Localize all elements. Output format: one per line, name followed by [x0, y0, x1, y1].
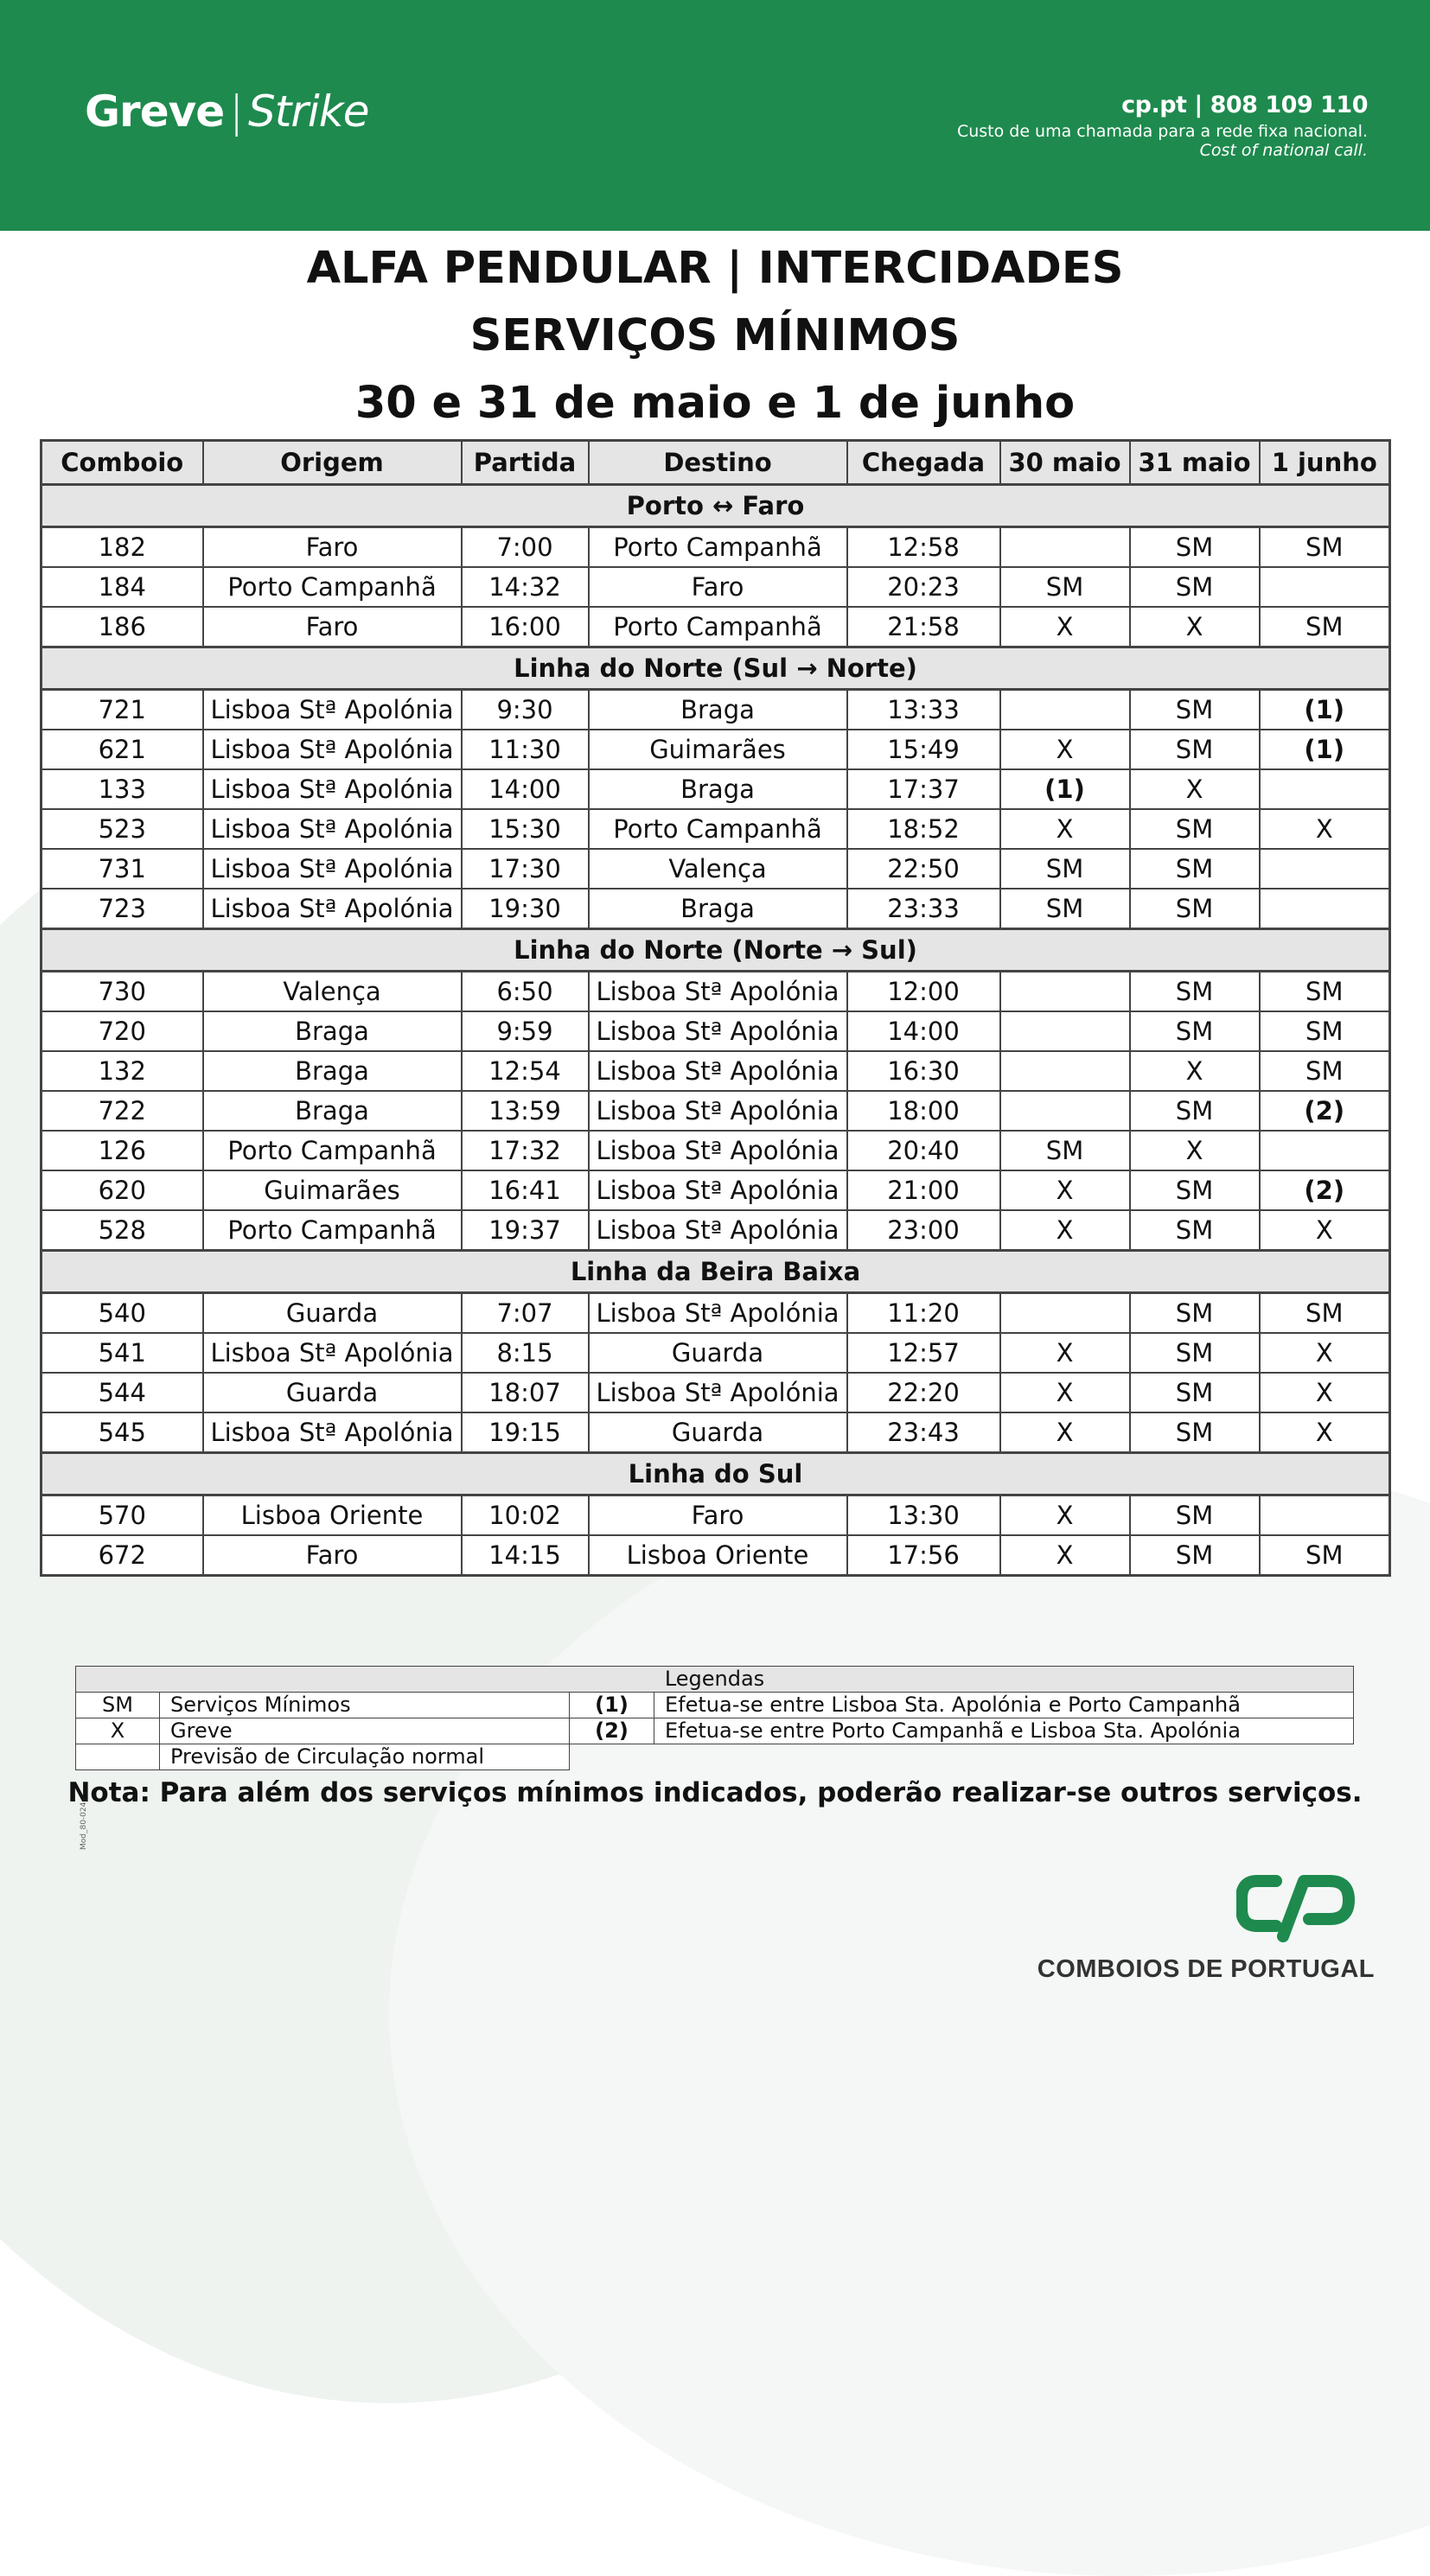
brand-en: Strike: [247, 86, 369, 137]
nota-text: Nota: Para além dos serviços mínimos indicados, poderão realizar-se outros serviços.: [67, 1777, 1363, 1808]
legend-code: X: [76, 1718, 160, 1744]
table-cell: SM: [1260, 607, 1390, 647]
table-cell: Lisboa Stª Apolónia: [203, 1412, 462, 1453]
table-row: [41, 690, 1390, 730]
table-cell: 18:07: [462, 1373, 589, 1412]
table-cell: 22:50: [847, 849, 1000, 889]
table-cell: SM: [1260, 1011, 1390, 1051]
table-cell: SM: [1260, 527, 1390, 568]
table-cell: X: [1000, 607, 1130, 647]
table-cell: Lisboa Stª Apolónia: [589, 1170, 847, 1210]
table-cell: Faro: [203, 1535, 462, 1576]
cp-logo: [1037, 1874, 1375, 1995]
table-row: [41, 527, 1390, 568]
table-cell: X: [1260, 1333, 1390, 1373]
legend-table: [75, 1666, 1354, 1770]
legend-code: SM: [76, 1693, 160, 1718]
table-row: [41, 1011, 1390, 1051]
table-cell: 12:57: [847, 1333, 1000, 1373]
table-cell: Guarda: [203, 1373, 462, 1412]
table-cell: 19:30: [462, 889, 589, 929]
table-cell: X: [1130, 607, 1260, 647]
table-cell: SM: [1000, 889, 1130, 929]
table-cell: 15:30: [462, 809, 589, 849]
legend-title: Legendas: [76, 1667, 1354, 1693]
table-cell: 544: [41, 1373, 203, 1412]
table-cell: SM: [1130, 849, 1260, 889]
table-cell: 14:00: [462, 769, 589, 809]
table-cell: SM: [1130, 1011, 1260, 1051]
table-cell: SM: [1260, 972, 1390, 1012]
contact-phone: cp.pt | 808 109 110: [1121, 92, 1368, 118]
table-cell: SM: [1130, 567, 1260, 607]
table-row: [41, 1373, 1390, 1412]
table-cell: X: [1000, 1373, 1130, 1412]
table-row: [41, 769, 1390, 809]
table-row: [41, 607, 1390, 647]
table-cell: SM: [1130, 527, 1260, 568]
table-cell: 15:49: [847, 730, 1000, 769]
table-cell: 12:00: [847, 972, 1000, 1012]
table-cell: SM: [1000, 849, 1130, 889]
table-cell: Braga: [589, 690, 847, 730]
table-cell: Faro: [589, 567, 847, 607]
table-row: [41, 730, 1390, 769]
table-cell: Lisboa Stª Apolónia: [589, 1131, 847, 1170]
table-cell: SM: [1130, 1373, 1260, 1412]
table-cell: 12:54: [462, 1051, 589, 1091]
table-cell: [1000, 690, 1130, 730]
contact-note-pt: Custo de uma chamada para a rede fixa nacional.: [956, 122, 1368, 141]
table-cell: (2): [1260, 1091, 1390, 1131]
table-cell: 541: [41, 1333, 203, 1373]
table-cell: (1): [1260, 730, 1390, 769]
column-header: Origem: [203, 441, 462, 485]
table-cell: 528: [41, 1210, 203, 1251]
table-cell: SM: [1130, 1210, 1260, 1251]
table-cell: 730: [41, 972, 203, 1012]
table-cell: Braga: [203, 1091, 462, 1131]
table-cell: 17:30: [462, 849, 589, 889]
table-cell: 14:00: [847, 1011, 1000, 1051]
table-row: [41, 1535, 1390, 1576]
table-cell: SM: [1130, 1091, 1260, 1131]
table-cell: 621: [41, 730, 203, 769]
table-cell: X: [1260, 809, 1390, 849]
legend-text: Greve: [160, 1718, 570, 1744]
table-cell: Braga: [589, 889, 847, 929]
table-cell: SM: [1130, 1333, 1260, 1373]
table-cell: 13:30: [847, 1495, 1000, 1536]
column-header: 30 maio: [1000, 441, 1130, 485]
table-cell: Lisboa Stª Apolónia: [203, 1333, 462, 1373]
table-cell: 14:15: [462, 1535, 589, 1576]
column-header: Comboio: [41, 441, 203, 485]
table-cell: X: [1000, 809, 1130, 849]
table-cell: X: [1260, 1412, 1390, 1453]
title-line-3: 30 e 31 de maio e 1 de junho: [354, 378, 1076, 429]
form-code: Mod_80-024: [80, 1801, 88, 1850]
table-cell: X: [1000, 1412, 1130, 1453]
table-cell: Lisboa Stª Apolónia: [203, 769, 462, 809]
table-cell: Lisboa Stª Apolónia: [589, 972, 847, 1012]
section-title: Linha do Norte (Sul → Norte): [41, 647, 1390, 690]
table-cell: SM: [1130, 1535, 1260, 1576]
table-cell: 720: [41, 1011, 203, 1051]
table-cell: 6:50: [462, 972, 589, 1012]
table-cell: 11:20: [847, 1293, 1000, 1334]
table-cell: [1260, 1495, 1390, 1536]
table-cell: SM: [1260, 1293, 1390, 1334]
table-cell: SM: [1130, 690, 1260, 730]
cp-logo-icon: [1236, 1874, 1357, 1943]
table-cell: [1000, 972, 1130, 1012]
section-header-row: [41, 647, 1390, 690]
schedule-table: [40, 439, 1391, 1577]
table-cell: X: [1130, 1051, 1260, 1091]
table-cell: Lisboa Oriente: [203, 1495, 462, 1536]
table-cell: Guimarães: [203, 1170, 462, 1210]
table-cell: X: [1000, 1495, 1130, 1536]
table-cell: Braga: [203, 1051, 462, 1091]
table-cell: Guarda: [589, 1412, 847, 1453]
table-cell: X: [1130, 769, 1260, 809]
table-cell: Lisboa Stª Apolónia: [589, 1293, 847, 1334]
table-cell: 8:15: [462, 1333, 589, 1373]
table-cell: SM: [1000, 1131, 1130, 1170]
table-cell: (2): [1260, 1170, 1390, 1210]
table-cell: (1): [1000, 769, 1130, 809]
table-cell: 18:00: [847, 1091, 1000, 1131]
column-header: 31 maio: [1130, 441, 1260, 485]
table-cell: Braga: [203, 1011, 462, 1051]
table-row: [41, 567, 1390, 607]
table-cell: SM: [1260, 1535, 1390, 1576]
table-cell: SM: [1130, 1170, 1260, 1210]
table-cell: X: [1000, 1210, 1130, 1251]
column-header: Chegada: [847, 441, 1000, 485]
table-row: [41, 972, 1390, 1012]
table-cell: 126: [41, 1131, 203, 1170]
table-cell: Lisboa Stª Apolónia: [203, 809, 462, 849]
table-cell: [1260, 849, 1390, 889]
table-cell: Lisboa Stª Apolónia: [589, 1373, 847, 1412]
table-cell: 545: [41, 1412, 203, 1453]
table-cell: 12:58: [847, 527, 1000, 568]
header-banner: [0, 0, 1430, 231]
table-cell: 570: [41, 1495, 203, 1536]
table-cell: Valença: [203, 972, 462, 1012]
table-cell: Faro: [203, 607, 462, 647]
table-cell: 21:00: [847, 1170, 1000, 1210]
table-cell: X: [1130, 1131, 1260, 1170]
table-row: [41, 1051, 1390, 1091]
table-cell: [1260, 769, 1390, 809]
table-cell: SM: [1130, 889, 1260, 929]
column-header: Destino: [589, 441, 847, 485]
table-cell: 17:37: [847, 769, 1000, 809]
table-row: [41, 1495, 1390, 1536]
section-title: Linha da Beira Baixa: [41, 1251, 1390, 1293]
table-cell: 19:15: [462, 1412, 589, 1453]
contact-info: [957, 92, 1368, 160]
table-cell: Guarda: [203, 1293, 462, 1334]
legend-code: [76, 1744, 160, 1770]
table-cell: Lisboa Stª Apolónia: [589, 1051, 847, 1091]
table-cell: Braga: [589, 769, 847, 809]
table-cell: [1000, 1293, 1130, 1334]
table-cell: 186: [41, 607, 203, 647]
page-title: [0, 235, 1430, 437]
table-cell: Guimarães: [589, 730, 847, 769]
table-cell: 16:30: [847, 1051, 1000, 1091]
table-cell: Faro: [203, 527, 462, 568]
table-cell: Lisboa Stª Apolónia: [203, 730, 462, 769]
table-cell: 722: [41, 1091, 203, 1131]
table-cell: 17:56: [847, 1535, 1000, 1576]
table-cell: 16:00: [462, 607, 589, 647]
table-cell: [1260, 1131, 1390, 1170]
table-cell: 11:30: [462, 730, 589, 769]
table-cell: 23:00: [847, 1210, 1000, 1251]
column-header: 1 junho: [1260, 441, 1390, 485]
table-cell: [1000, 527, 1130, 568]
table-cell: Faro: [589, 1495, 847, 1536]
column-header: Partida: [462, 441, 589, 485]
table-cell: X: [1260, 1373, 1390, 1412]
table-cell: 16:41: [462, 1170, 589, 1210]
table-cell: Lisboa Stª Apolónia: [203, 849, 462, 889]
title-line-1: ALFA PENDULAR | INTERCIDADES: [306, 243, 1124, 294]
table-cell: 723: [41, 889, 203, 929]
title-line-2: SERVIÇOS MÍNIMOS: [469, 310, 961, 361]
table-cell: 13:59: [462, 1091, 589, 1131]
table-cell: Lisboa Stª Apolónia: [589, 1210, 847, 1251]
table-cell: SM: [1130, 809, 1260, 849]
table-cell: SM: [1130, 730, 1260, 769]
table-row: [41, 1131, 1390, 1170]
table-cell: 133: [41, 769, 203, 809]
table-cell: X: [1000, 1170, 1130, 1210]
table-cell: 620: [41, 1170, 203, 1210]
table-cell: 9:30: [462, 690, 589, 730]
table-cell: Porto Campanhã: [203, 1131, 462, 1170]
table-cell: SM: [1000, 567, 1130, 607]
table-cell: 132: [41, 1051, 203, 1091]
table-cell: 182: [41, 527, 203, 568]
table-cell: Lisboa Oriente: [589, 1535, 847, 1576]
table-row: [41, 1170, 1390, 1210]
table-row: [41, 1210, 1390, 1251]
table-cell: SM: [1130, 972, 1260, 1012]
legend-text: Previsão de Circulação normal: [160, 1744, 570, 1770]
table-cell: 22:20: [847, 1373, 1000, 1412]
table-row: [41, 1091, 1390, 1131]
table-cell: 20:23: [847, 567, 1000, 607]
table-header-row: [41, 441, 1390, 485]
table-cell: X: [1000, 1535, 1130, 1576]
table-row: [41, 809, 1390, 849]
table-cell: Valença: [589, 849, 847, 889]
legend-note-text: Efetua-se entre Lisboa Sta. Apolónia e Porto Campanhã: [654, 1693, 1354, 1718]
table-cell: [1000, 1051, 1130, 1091]
logo-text: COMBOIOS DE PORTUGAL: [1037, 1955, 1375, 1983]
table-cell: 721: [41, 690, 203, 730]
brand-title: [85, 86, 369, 137]
table-cell: Lisboa Stª Apolónia: [203, 690, 462, 730]
table-cell: [1260, 889, 1390, 929]
table-cell: 184: [41, 567, 203, 607]
section-header-row: [41, 1251, 1390, 1293]
table-cell: Porto Campanhã: [589, 607, 847, 647]
table-cell: SM: [1260, 1051, 1390, 1091]
table-cell: (1): [1260, 690, 1390, 730]
table-cell: 20:40: [847, 1131, 1000, 1170]
table-cell: 731: [41, 849, 203, 889]
table-cell: 14:32: [462, 567, 589, 607]
brand-separator: |: [229, 86, 243, 137]
table-cell: Porto Campanhã: [203, 1210, 462, 1251]
table-cell: X: [1260, 1210, 1390, 1251]
table-cell: X: [1000, 730, 1130, 769]
section-title: Linha do Sul: [41, 1453, 1390, 1495]
table-cell: 19:37: [462, 1210, 589, 1251]
table-cell: 23:43: [847, 1412, 1000, 1453]
table-cell: 672: [41, 1535, 203, 1576]
table-cell: Lisboa Stª Apolónia: [589, 1011, 847, 1051]
table-cell: 23:33: [847, 889, 1000, 929]
section-title: Porto ↔ Faro: [41, 485, 1390, 527]
table-cell: Porto Campanhã: [589, 527, 847, 568]
legend-note-text: Efetua-se entre Porto Campanhã e Lisboa Sta. Apolónia: [654, 1718, 1354, 1744]
table-cell: Porto Campanhã: [203, 567, 462, 607]
table-cell: [1000, 1011, 1130, 1051]
table-cell: 523: [41, 809, 203, 849]
section-header-row: [41, 485, 1390, 527]
legend-note-code: (1): [570, 1693, 654, 1718]
table-row: [41, 1293, 1390, 1334]
section-header-row: [41, 929, 1390, 972]
table-row: [41, 1412, 1390, 1453]
table-cell: SM: [1130, 1412, 1260, 1453]
contact-note-en: Cost of national call.: [1199, 141, 1368, 160]
legend-text: Serviços Mínimos: [160, 1693, 570, 1718]
table-row: [41, 849, 1390, 889]
brand-pt: Greve: [85, 86, 225, 137]
legend-note-code: (2): [570, 1718, 654, 1744]
table-cell: [1260, 567, 1390, 607]
table-cell: 10:02: [462, 1495, 589, 1536]
table-row: [41, 1333, 1390, 1373]
table-cell: 17:32: [462, 1131, 589, 1170]
table-cell: 18:52: [847, 809, 1000, 849]
table-row: [41, 889, 1390, 929]
table-cell: SM: [1130, 1293, 1260, 1334]
table-cell: SM: [1130, 1495, 1260, 1536]
table-cell: 21:58: [847, 607, 1000, 647]
section-title: Linha do Norte (Norte → Sul): [41, 929, 1390, 972]
table-cell: 9:59: [462, 1011, 589, 1051]
table-cell: 7:07: [462, 1293, 589, 1334]
table-cell: 13:33: [847, 690, 1000, 730]
table-cell: [1000, 1091, 1130, 1131]
table-cell: X: [1000, 1333, 1130, 1373]
table-cell: 7:00: [462, 527, 589, 568]
legend-empty: [570, 1744, 1354, 1770]
table-cell: Porto Campanhã: [589, 809, 847, 849]
table-cell: 540: [41, 1293, 203, 1334]
table-cell: Guarda: [589, 1333, 847, 1373]
table-cell: Lisboa Stª Apolónia: [203, 889, 462, 929]
table-cell: Lisboa Stª Apolónia: [589, 1091, 847, 1131]
section-header-row: [41, 1453, 1390, 1495]
